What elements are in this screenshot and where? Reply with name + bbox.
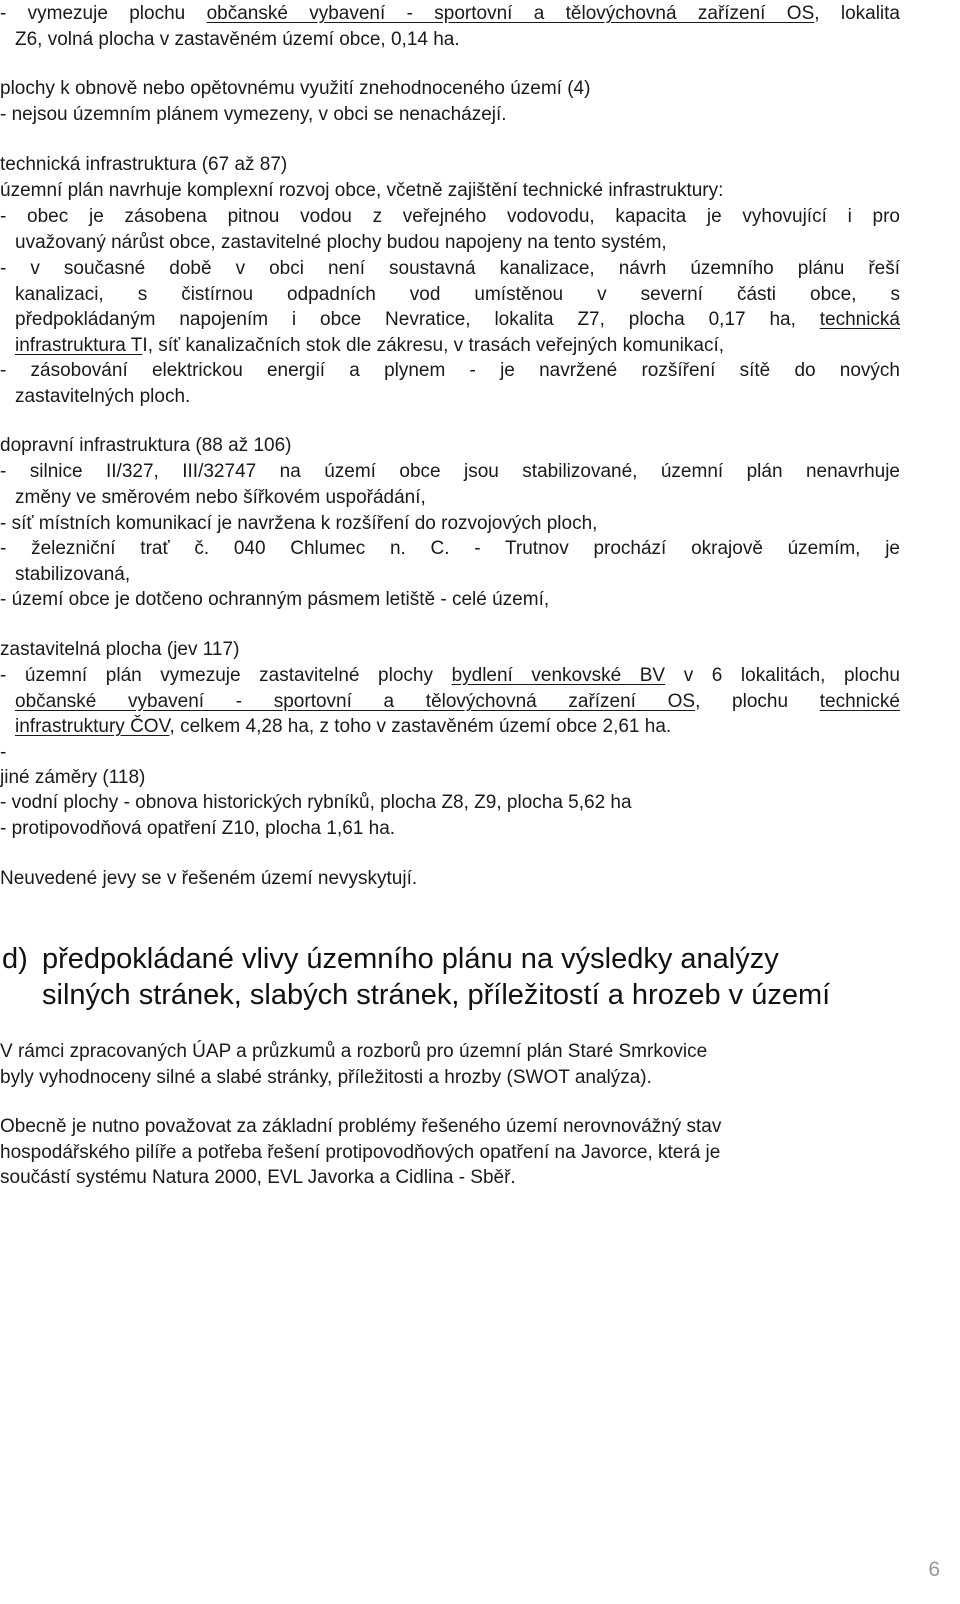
link-civic-amenities-os: občanské vybavení - sportovní a tělovýchovná zařízení OS	[15, 691, 696, 712]
link-technical-infrastructure: technická	[819, 309, 900, 330]
text-line: Z6, volná plocha v zastavěném území obce, 0,14 ha.	[15, 29, 460, 50]
text-line: - zásobování elektrickou energií a plynem - je navržené rozšíření sítě do nových	[0, 360, 900, 381]
text-line: stabilizovaná,	[15, 564, 131, 585]
page-number: 6	[928, 1558, 940, 1581]
link-zone-os: občanské vybavení - sportovní a tělovýchovná zařízení OS	[206, 3, 815, 24]
section-heading-transport-infrastructure: dopravní infrastruktura (88 až 106)	[0, 435, 292, 456]
paragraph-line: hospodářského pilíře a potřeba řešení protipovodňových opatření na Javorce, která je	[0, 1142, 721, 1163]
text-line: - železniční trať č. 040 Chlumec n. C. - Trutnov prochází okrajově územím, je	[0, 538, 900, 559]
text-line: - protipovodňová opatření Z10, plocha 1,61 ha.	[0, 818, 396, 839]
text-line: -	[0, 742, 7, 763]
text-line: kanalizaci, s čistírnou odpadních vod umístěnou v severní části obce, s	[15, 284, 900, 305]
text-line: - nejsou územním plánem vymezeny, v obci se nenacházejí.	[0, 104, 507, 125]
text-line: územní plán navrhuje komplexní rozvoj obce, včetně zajištění technické infrastruktury:	[0, 180, 724, 201]
text-line: infrastruktury ČOV, celkem 4,28 ha, z toho v zastavěném území obce 2,61 ha.	[15, 716, 672, 737]
text-line: - silnice II/327, III/32747 na území obce jsou stabilizované, územní plán nenavrhuje	[0, 461, 900, 482]
link-technical-infrastructure-ti: infrastruktura T	[15, 335, 143, 356]
section-d-label: d)	[2, 943, 28, 975]
section-heading-developable-area: zastavitelná plocha (jev 117)	[0, 639, 240, 660]
section-d-title-line1: předpokládané vlivy územního plánu na výsledky analýzy	[42, 943, 779, 975]
text-line: předpokládaným napojením i obce Nevratice, lokalita Z7, plocha 0,17 ha, technická	[15, 309, 900, 330]
paragraph-line: V rámci zpracovaných ÚAP a průzkumů a rozborů pro územní plán Staré Smrkovice	[0, 1041, 708, 1062]
text-line: infrastruktura TI, síť kanalizačních stok dle zákresu, v trasách veřejných komunikací,	[15, 335, 725, 356]
section-heading-technical-infrastructure: technická infrastruktura (67 až 87)	[0, 154, 288, 175]
text-line: - vodní plochy - obnova historických rybníků, plocha Z8, Z9, plocha 5,62 ha	[0, 792, 632, 813]
section-heading-brownfield: plochy k obnově nebo opětovnému využití znehodnoceného území (4)	[0, 78, 591, 99]
paragraph-line: Obecně je nutno považovat za základní problémy řešeného území nerovnovážný stav	[0, 1116, 722, 1137]
text-line: - v současné době v obci není soustavná kanalizace, návrh územního plánu řeší	[0, 258, 900, 279]
section-heading-other-plans: jiné záměry (118)	[0, 767, 146, 788]
text-line: občanské vybavení - sportovní a tělovýchovná zařízení OS, plochu technické	[15, 691, 900, 712]
link-rural-housing-bv: bydlení venkovské BV	[451, 665, 666, 686]
text-line: - obec je zásobena pitnou vodou z veřejného vodovodu, kapacita je vyhovující i pro	[0, 206, 900, 227]
paragraph-line: součástí systému Natura 2000, EVL Javorka a Cidlina - Sběř.	[0, 1167, 516, 1188]
text-line: - síť místních komunikací je navržena k rozšíření do rozvojových ploch,	[0, 513, 598, 534]
text-line: - vymezuje plochu občanské vybavení - sportovní a tělovýchovná zařízení OS, lokalita	[0, 3, 901, 24]
text-line: zastavitelných ploch.	[15, 386, 191, 407]
text-line: Neuvedené jevy se v řešeném území nevyskytují.	[0, 868, 418, 889]
section-d-title-line2: silných stránek, slabých stránek, příležitostí a hrozeb v území	[42, 979, 831, 1011]
section-d-heading	[2, 941, 779, 977]
text-line: - území obce je dotčeno ochranným pásmem letiště - celé území,	[0, 589, 550, 610]
link-technical-infrastructure-cov: technické	[819, 691, 900, 712]
text-line: - územní plán vymezuje zastavitelné plochy bydlení venkovské BV v 6 lokalitách, plochu	[0, 665, 900, 686]
text-line: uvažovaný nárůst obce, zastavitelné plochy budou napojeny na tento systém,	[15, 232, 667, 253]
link-technical-infrastructure-cov-2: infrastruktury ČOV	[15, 716, 170, 737]
paragraph-line: byly vyhodnoceny silné a slabé stránky, příležitosti a hrozby (SWOT analýza).	[0, 1067, 652, 1088]
text-line: změny ve směrovém nebo šířkovém uspořádání,	[15, 487, 426, 508]
